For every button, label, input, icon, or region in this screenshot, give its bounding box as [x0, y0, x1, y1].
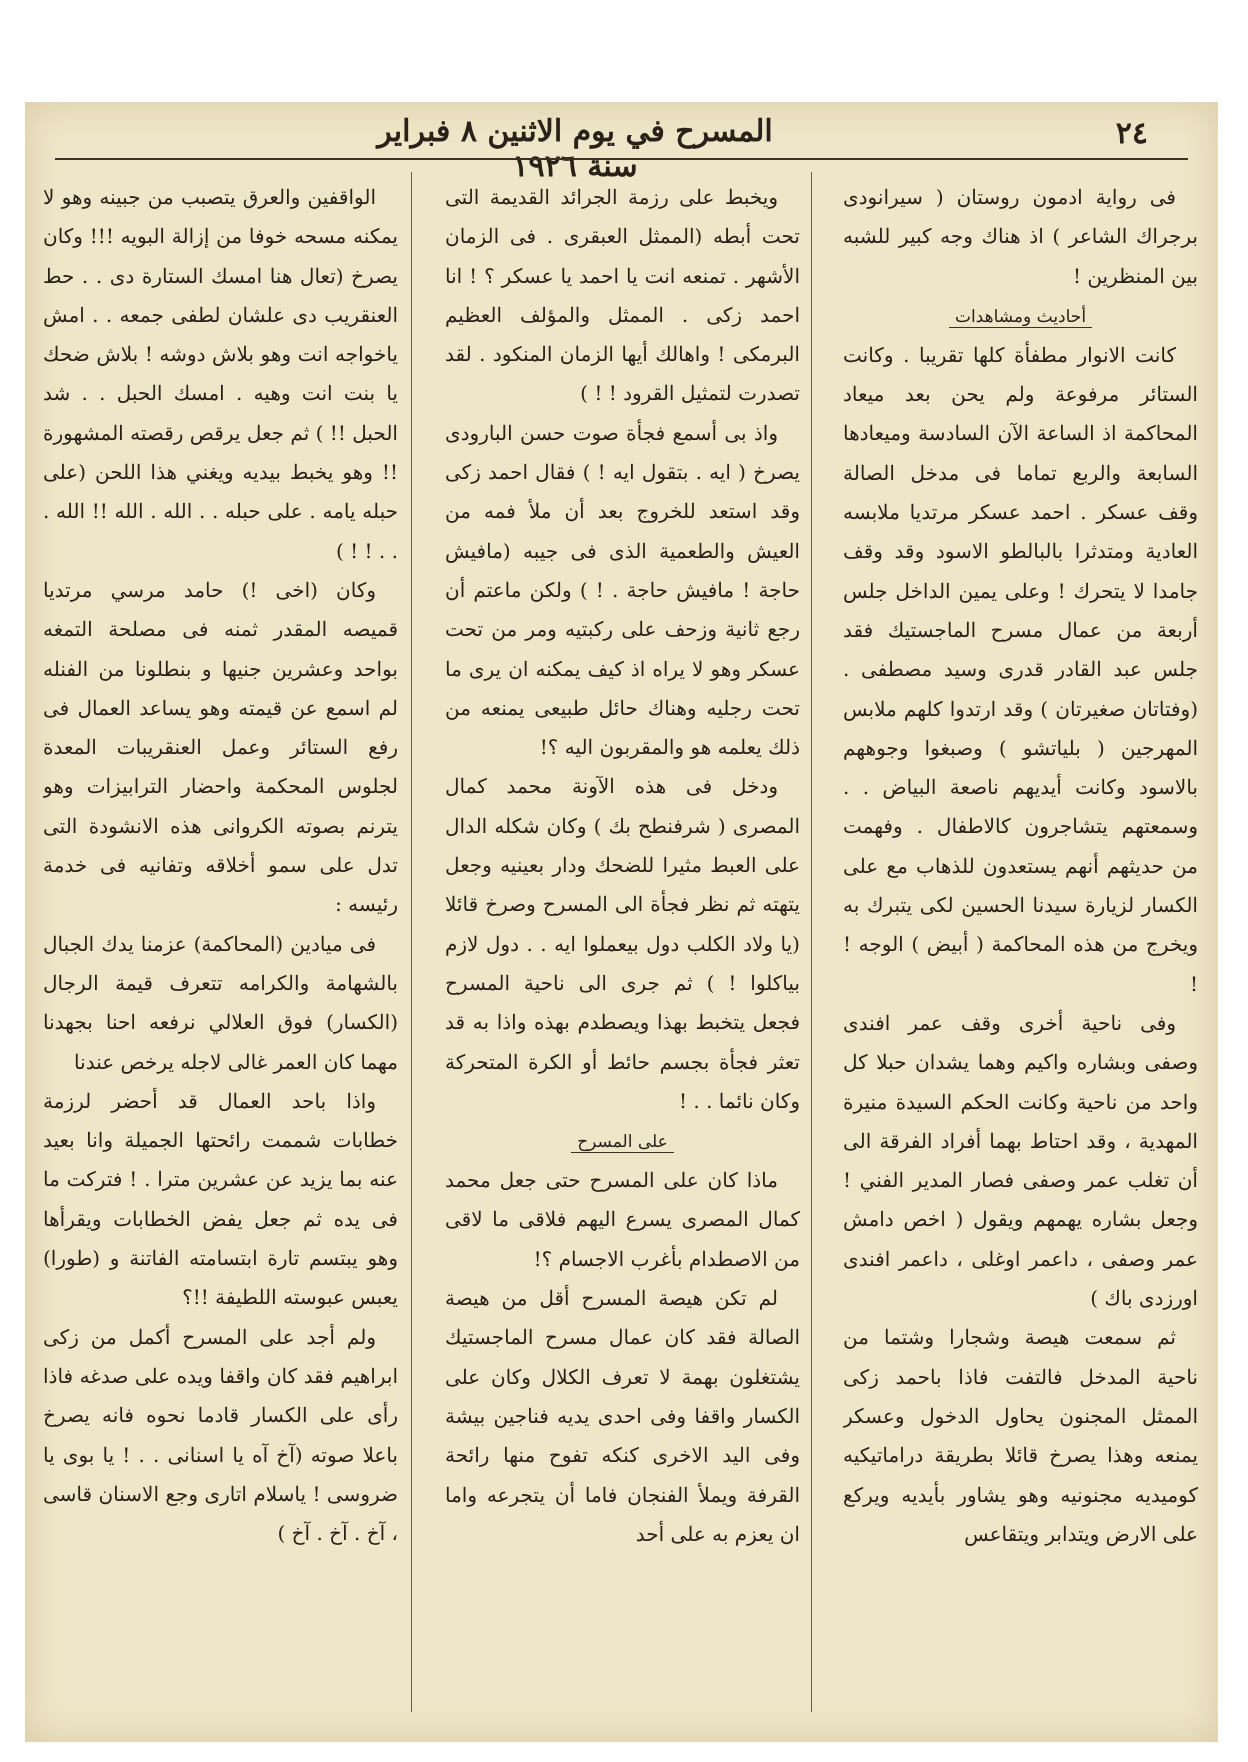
- article-paragraph: فى ميادين (المحاكمة) عزمنا يدك الجبال بالشهامة والكرامه تتعرف قيمة الرجال (الكسار) فوق العلالي نرفعه احنا بجهدنا مهما كان العمر غالى لاجله يرخص عندنا: [43, 931, 398, 1074]
- section-subheading: [843, 302, 1198, 332]
- article-paragraph: وفى ناحية أخرى وقف عمر افندى وصفى وبشاره واكيم وهما يشدان حبلا كل واحد من ناحية وكانت الحكم السيدة منيرة المهدية ، وقد احتاط بهما أفراد الفرقة الى أن تغلب عمر وصفى فصار المدير الفني ! وجعل بشاره يهمهم ويقول ( اخص دامش عمر وصفى ، داعمر اوغلى ، داعمر افندى اورزدى باك ): [843, 1010, 1198, 1311]
- article-paragraph: واذ بى أسمع فجأة صوت حسن البارودى يصرخ ( ايه . بتقول ايه ! ) فقال احمد زكى وقد استعد للخروج بعد أن ملأ فمه من العيش والطعمية الذى فى جيبه (مافيش حاجة ! مافيش حاجة . ! ) ولكن ماعتم أن رجع ثانية وزحف على ركبتيه ومر من تحت عسكر وهو لا يراه اذ كيف يمكنه ان يرى ما تحت رجليه وهناك حائل طبيعى يمنعه من ذلك يعلمه هو والمقربون اليه ؟!: [445, 420, 800, 760]
- article-paragraph: واذا باحد العمال قد أحضر لرزمة خطابات شممت رائحتها الجميلة وانا بعيد عنه بما يزيد عن عشرين مترا . ! فتركت ما فى يده ثم جعل يفض الخطابات ويقرأها وهو يبتسم تارة ابتسامته الفاتنة و (طورا) يعبس عبوسته اللطيفة !!؟: [43, 1088, 398, 1310]
- column-divider-right: [811, 172, 812, 1712]
- article-paragraph: فى رواية ادمون روستان ( سيرانودى برجراك الشاعر ) اذ هناك وجه كبير للشبه بين المنظرين !: [843, 185, 1198, 288]
- subheading-text: على المسرح: [571, 1132, 674, 1153]
- subheading-text: أحاديث ومشاهدات: [949, 307, 1092, 328]
- article-paragraph: ودخل فى هذه الآونة محمد كمال المصرى ( شرفنطح بك ) وكان شكله الدال على العبط مثيرا للضحك ودار بعينيه وجعل يتهته ثم نظر فجأة الى المسرح وصرخ قائلا (يا ولاد الكلب دول بيعملوا ايه . . دول لازم بياكلوا ! ) ثم جرى الى ناحية المسرح فجعل يتخبط بهذا ويصطدم بهذه واذا به قد تعثر فجأة بجسم حائط أو الكرة المتحركة وكان نائما . . !: [445, 774, 800, 1113]
- section-subheading: [445, 1127, 800, 1157]
- column-left: [43, 178, 398, 1718]
- header-rule: [55, 158, 1188, 160]
- column-middle: [445, 178, 800, 1718]
- article-paragraph: لم تكن هيصة المسرح أقل من هيصة الصالة فقد كان عمال مسرح الماجستيك يشتغلون بهمة لا تعرف الكلال وكان على الكسار واقفا وفى احدى يديه فناجين بيشة وفى اليد الاخرى كنكه تفوح منها رائحة القرفة ويملأ الفنجان فاما أن يتجرعه واما ان يعزم به على أحد: [445, 1286, 800, 1546]
- column-right: [843, 178, 1198, 1718]
- article-paragraph: كانت الانوار مطفأة كلها تقريبا . وكانت الستائر مرفوعة ولم يحن بعد ميعاد المحاكمة اذ الساعة الآن السادسة وميعادها السابعة والربع تماما فى مدخل الصالة وقف عسكر . احمد عسكر مرتديا ملابسه العادية ومتدثرا بالبالطو الاسود وقد وقف جامدا لا يتحرك ! وعلى يمين الداخل جلس أربعة من عمال مسرح الماجستيك فقد جلس عبد القادر قدرى وسيد مصطفى . (وفتاتان صغيرتان ) وقد ارتدوا كلهم ملابس المهرجين ( بلياتشو ) وصبغوا وجوههم بالاسود وكانت أيديهم ناصعة البياض . . وسمعتهم يتشاجرون كالاطفال . وفهمت من حديثهم أنهم يستعدون للذهاب مع على الكسار لزيارة سيدنا الحسين لكى يتبرك به ويخرج من هذه المحاكمة ( أبيض ) الوجه ! !: [843, 342, 1198, 996]
- page-header: [55, 110, 1188, 184]
- article-paragraph: ثم سمعت هيصة وشجارا وشتما من ناحية المدخل فالتفت فاذا باحمد زكى الممثل المجنون يحاول الدخول وعسكر يمنعه وهذا يصرخ قائلا بطريقة دراماتيكيه كوميديه مجنونيه وهو يشاور بأيديه ويركع على الارض ويتدابر ويتقاعس: [843, 1325, 1198, 1546]
- column-divider-left: [411, 172, 412, 1712]
- newspaper-page: [25, 102, 1218, 1742]
- article-paragraph: ماذا كان على المسرح حتى جعل محمد كمال المصرى يسرع اليهم فلاقى ما لاقى من الاصطدام بأغرب الاجسام ؟!: [445, 1168, 800, 1271]
- article-paragraph: وكان (اخى !) حامد مرسي مرتديا قميصه المقدر ثمنه فى مصلحة التمغه بواحد وعشرين جنيها و بنطلونا من الفنله لم اسمع عن قيمته وهو يساعد العمال فى رفع الستائر وعمل العنقريبات المعدة لجلوس المحكمة واحضار الترابيزات وهو يترنم بصوته الكروانى هذه الانشودة التى تدل على سمو أخلاقه وتفانيه فى خدمة رئيسه :: [43, 577, 398, 917]
- article-paragraph: ولم أجد على المسرح أكمل من زكى ابراهيم فقد كان واقفا ويده على صدغه فاذا رأى على الكسار قادما نحوه فانه يصرخ باعلا صوته (آخ آه يا اسنانى . . ! يا بوى يا ضروسى ! ياسلام اتارى وجع الاسنان قاسى ، آخ . آخ . آخ ): [43, 1324, 398, 1546]
- article-paragraph: ويخبط على رزمة الجرائد القديمة التى تحت أبطه (الممثل العبقرى . فى الزمان الأشهر . تمنعه انت يا احمد يا عسكر ؟ ! انا احمد زكى . الممثل والمؤلف العظيم البرمكى ! واهالك أيها الزمان المنكود . لقد تصدرت لتمثيل القرود ! ! ): [445, 185, 800, 406]
- running-title: المسرح في يوم الاثنين ٨ فبراير سنة ١٩٢٦: [377, 114, 773, 184]
- article-paragraph: الواقفين والعرق يتصبب من جبينه وهو لا يمكنه مسحه خوفا من إزالة البويه !!! وكان يصرخ (تعال هنا امسك الستارة دى . . حط العنقريب دى علشان لطفى جمعه . . امش ياخواجه انت وهو بلاش دوشه ! بلاش ضحك يا بنت انت وهيه . امسك الحبل . . شد الحبل !! ) ثم جعل يرقص رقصته المشهورة !! وهو يخبط بيديه ويغني هذا اللحن (على حبله يامه . على حبله . . الله . الله !! الله . . . ! ! ): [43, 185, 398, 563]
- page-number: ٢٤: [1115, 116, 1148, 151]
